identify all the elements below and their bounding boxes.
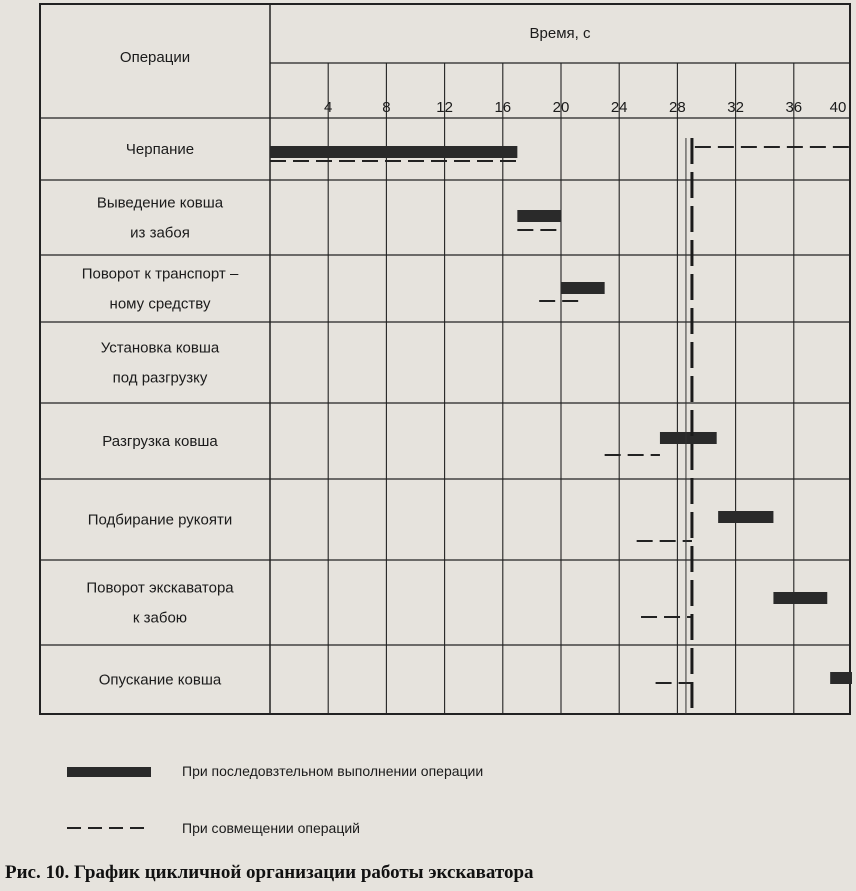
operation-label: Поворот к транспорт – — [81, 265, 239, 283]
operation-label: Поворот экскаватора — [86, 579, 234, 597]
x-tick-label: 32 — [727, 99, 744, 116]
time-axis-label: Время, с — [529, 25, 591, 42]
sequential-bar — [561, 282, 605, 294]
x-tick-label: 8 — [382, 99, 391, 116]
x-tick-label: 24 — [610, 99, 628, 116]
legend-dashed-label: При совмещении операций — [182, 820, 360, 836]
x-tick-label: 40 — [829, 99, 847, 116]
sequential-bar — [517, 210, 561, 222]
sequential-bar — [270, 146, 517, 158]
x-tick-label: 12 — [436, 99, 453, 116]
x-tick-label: 4 — [324, 99, 333, 116]
operation-label: из забоя — [130, 224, 190, 242]
x-tick-label: 20 — [552, 99, 570, 116]
operation-label: ному средству — [109, 295, 211, 313]
operation-label: к забою — [132, 609, 188, 627]
operation-label: Разгрузка ковша — [102, 433, 218, 450]
operation-label: Установка ковша — [100, 339, 220, 357]
operations-header: Операции — [119, 49, 191, 66]
figure-caption: Рис. 10. График цикличной организации работы экскаватора — [5, 862, 534, 883]
legend-solid-swatch — [67, 767, 151, 777]
operation-label: под разгрузку — [112, 369, 208, 387]
operation-label: Опускание ковша — [98, 671, 222, 689]
x-tick-label: 16 — [494, 99, 512, 116]
operation-label: Выведение ковша — [96, 194, 224, 212]
operation-label: Подбирание рукояти — [87, 511, 233, 529]
sequential-bar — [718, 511, 773, 523]
x-tick-label: 36 — [785, 99, 803, 116]
operation-label: Черпание — [125, 141, 195, 158]
sequential-bar — [830, 672, 852, 684]
sequential-bar — [773, 592, 827, 604]
x-tick-label: 28 — [669, 99, 686, 116]
legend-solid-label: При последовзтельном выполнении операции — [182, 763, 484, 779]
sequential-bar — [660, 432, 717, 444]
